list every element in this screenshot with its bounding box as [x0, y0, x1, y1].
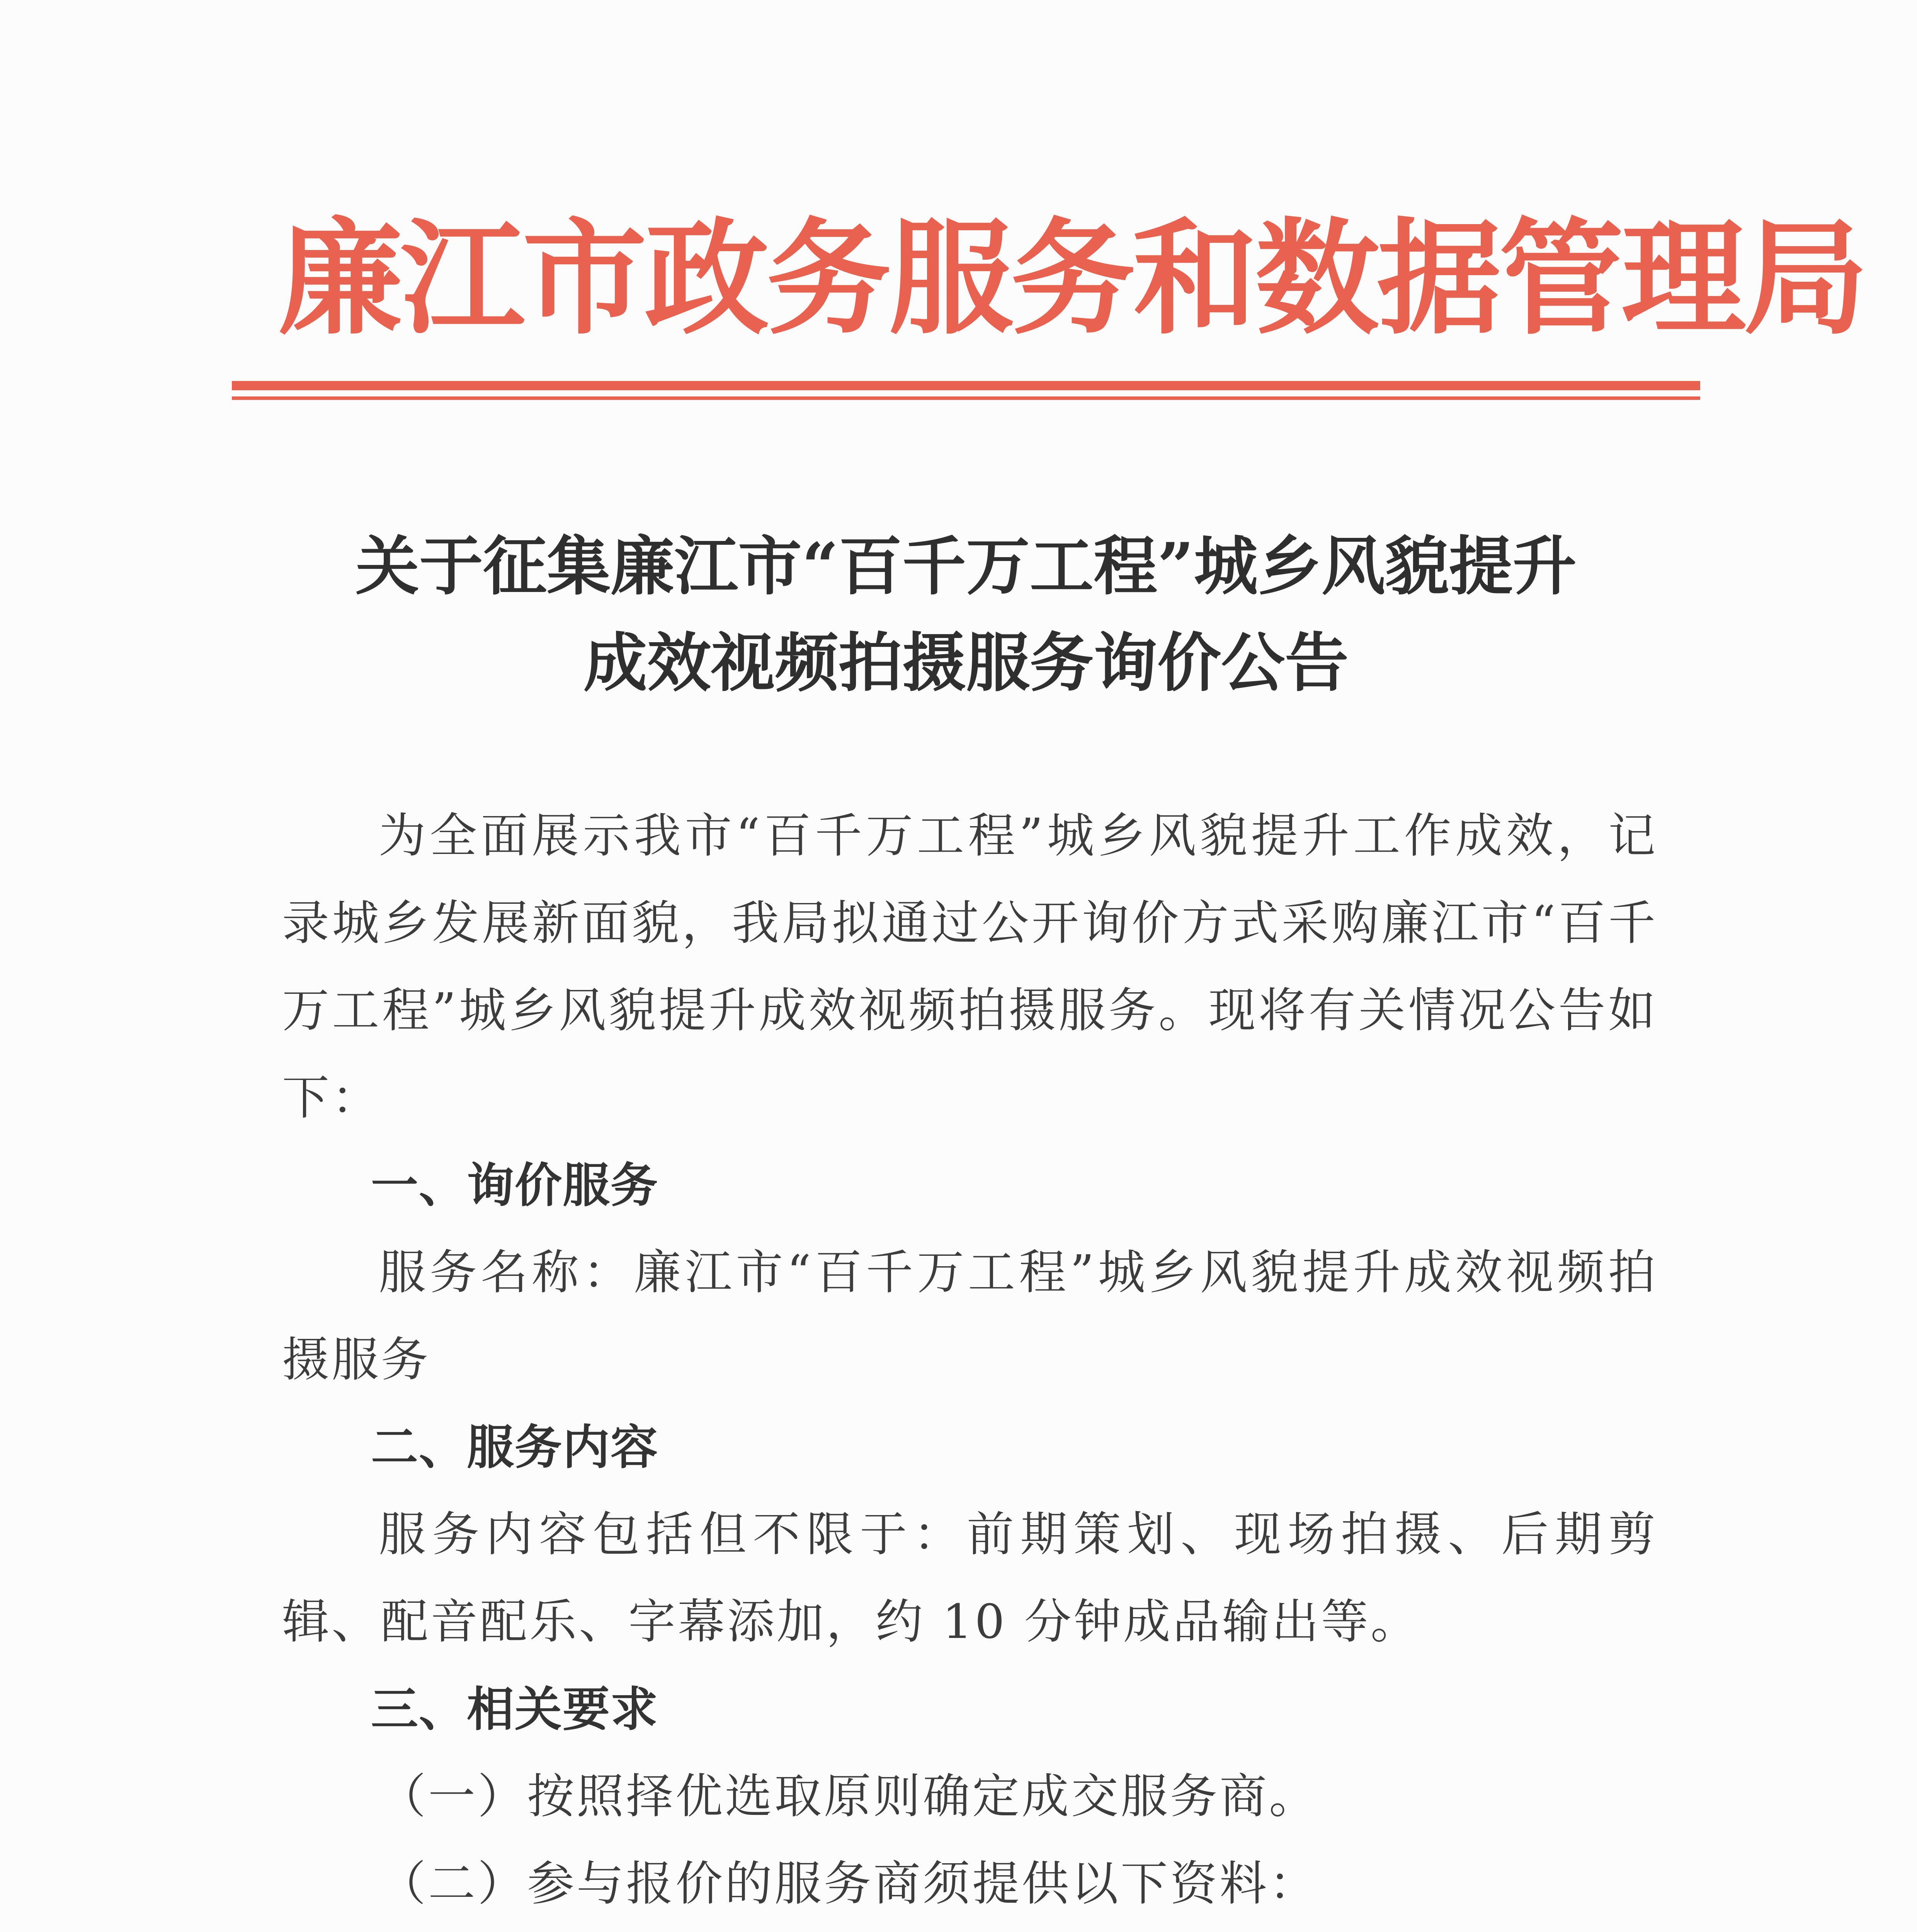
letterhead-divider-thin: [232, 396, 1700, 400]
letterhead-divider: [232, 381, 1700, 408]
letterhead-org-name: 廉江市政务服务和数据管理局: [278, 205, 1866, 351]
section-heading-inquiry-service: 一、询价服务: [371, 1157, 658, 1213]
notice-title-line-2: 成效视频拍摄服务询价公告: [583, 625, 1349, 700]
notice-title-line-1: 关于征集廉江市“百千万工程”城乡风貌提升: [356, 529, 1577, 604]
service-content-paragraph: 服务内容包括但不限于：前期策划、现场拍摄、后期剪辑、配音配乐、字幕添加，约 10 分钟成品输出等。: [282, 1507, 1658, 1649]
notice-body: [282, 792, 1658, 1932]
letterhead-divider-thick: [232, 381, 1700, 390]
section-heading-requirements: 三、相关要求: [371, 1681, 658, 1737]
section-heading-service-content: 二、服务内容: [371, 1419, 658, 1475]
requirement-item: （一）按照择优选取原则确定成交服务商。: [379, 1769, 1318, 1824]
service-name-paragraph: 服务名称：廉江市“百千万工程”城乡风貌提升成效视频拍摄服务: [282, 1245, 1658, 1387]
requirement-item: （二）参与报价的服务商须提供以下资料：: [379, 1856, 1318, 1911]
notice-title: [240, 518, 1692, 711]
intro-paragraph: 为全面展示我市“百千万工程”城乡风貌提升工作成效，记录城乡发展新面貌，我局拟通过公开询价方式采购廉江市“百千万工程”城乡风貌提升成效视频拍摄服务。现将有关情况公告如下：: [282, 808, 1658, 1125]
requirement-item: [282, 1927, 1658, 1932]
